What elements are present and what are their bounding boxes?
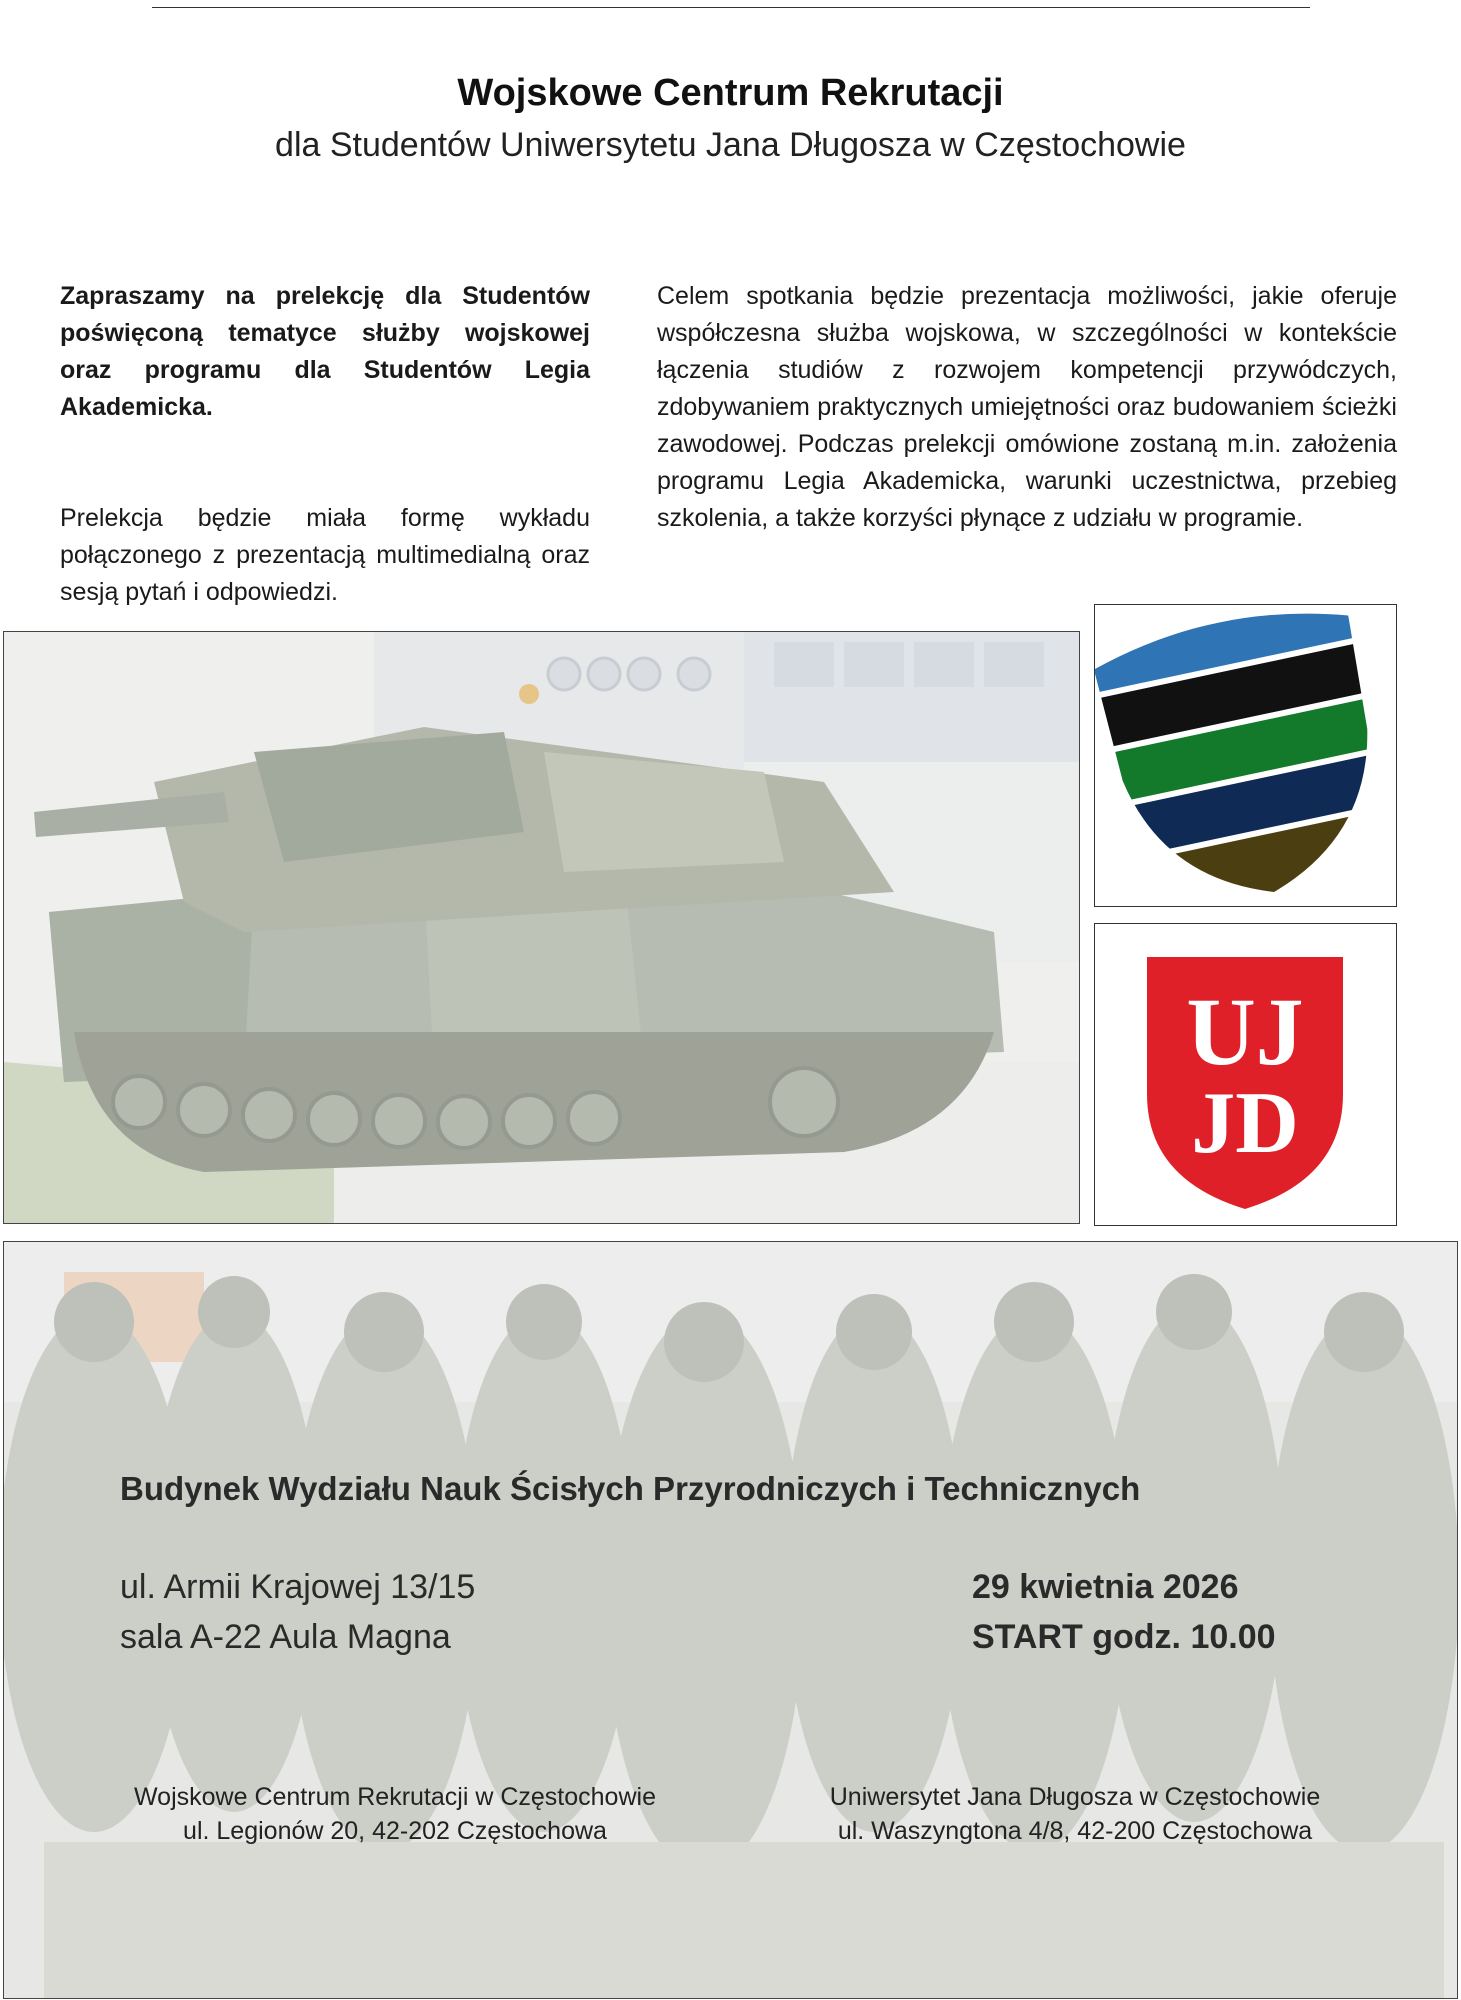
ujd-address: ul. Waszyngtona 4/8, 42-200 Częstochowa	[837, 1817, 1313, 1845]
venue-address	[120, 1562, 475, 1662]
format-paragraph: Prelekcja będzie miała formę wykładu połączonego z prezentacją multimedialną oraz sesją pytań i odpowiedzi.	[60, 504, 590, 606]
right-column	[657, 278, 1397, 537]
venue-building: Budynek Wydziału Nauk Ścisłych Przyrodniczych i Technicznych	[120, 1470, 1141, 1507]
organizer-ujd	[790, 1780, 1360, 1848]
event-date: 29 kwietnia 2026	[972, 1568, 1239, 1606]
page-title: Wojskowe Centrum Rekrutacji	[457, 72, 1004, 114]
ujd-letters-bottom: JD	[1191, 1075, 1299, 1172]
organizer-wcr	[110, 1780, 680, 1848]
page-subtitle: dla Studentów Uniwersytetu Jana Długosza w Częstochowie	[275, 126, 1186, 164]
ujd-logo-box	[1094, 923, 1397, 1226]
left-column	[60, 278, 590, 611]
shield-logo-icon	[1095, 605, 1396, 906]
legia-akademicka-logo-box	[1094, 604, 1397, 907]
intro-paragraph: Zapraszamy na prelekcję dla Studentów poświęconą tematyce służby wojskowej oraz programu dla Studentów Legia Akademicka.	[60, 282, 590, 421]
venue-street: ul. Armii Krajowej 13/15	[120, 1568, 476, 1606]
ujd-letters-top: UJ	[1186, 978, 1304, 1085]
wcr-name: Wojskowe Centrum Rekrutacji w Częstochowie	[134, 1783, 656, 1811]
event-start-time: START godz. 10.00	[972, 1618, 1276, 1656]
purpose-paragraph: Celem spotkania będzie prezentacja możliwości, jakie oferuje współczesna służba wojskowa, w szczególności w kontekście łączenia studiów z rozwojem kompetencji przywódczych, zdobywaniem praktycznych umiejętności oraz budowaniem ścieżki zawodowej. Podczas prelekcji omówione zostaną m.in. założenia programu Legia Akademicka, warunki uczestnictwa, przebieg szkolenia, a także korzyści płynące z udziału w programie.	[657, 282, 1397, 532]
wcr-address: ul. Legionów 20, 42-202 Częstochowa	[183, 1817, 607, 1845]
ujd-crest-icon	[1095, 924, 1396, 1225]
event-datetime	[972, 1562, 1276, 1662]
top-rule	[152, 7, 1310, 8]
venue-room: sala A-22 Aula Magna	[120, 1618, 451, 1656]
tank-illustration	[4, 632, 1079, 1223]
ujd-name: Uniwersytet Jana Długosza w Częstochowie	[829, 1783, 1321, 1811]
tank-photo	[3, 631, 1080, 1224]
